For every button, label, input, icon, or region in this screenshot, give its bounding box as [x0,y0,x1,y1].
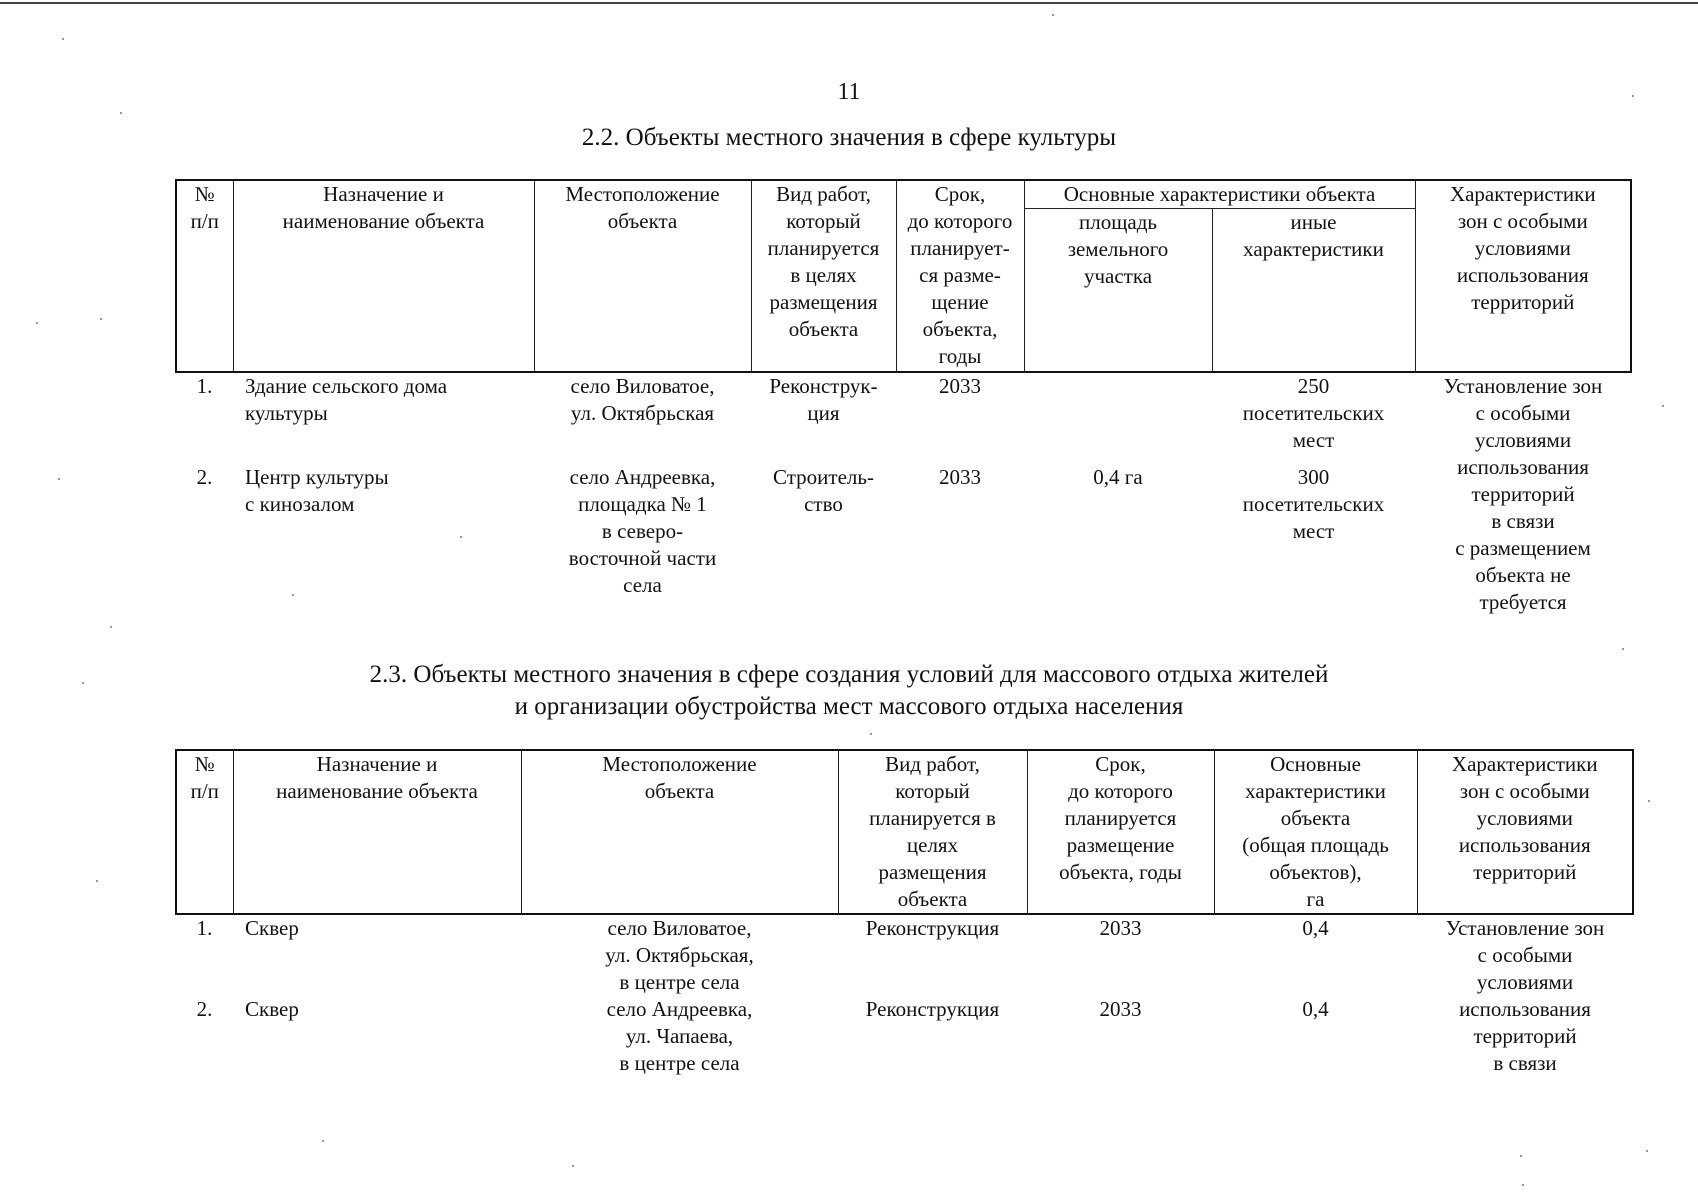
object-location: село Андреевка, площадка № 1 в северо- восточной части села [568,465,717,598]
other-characteristics: 250 посетительских мест [1212,372,1415,464]
total-area: 0,4 [1302,997,1329,1021]
recreation-objects-table [175,749,1634,1077]
header-location: Местоположение объекта [521,750,838,914]
object-location: село Виловатое, ул. Октябрьская [534,372,751,464]
header-name: Назначение и наименование объекта [233,750,521,914]
table-row [176,464,1631,616]
header-land-area: площадь земельного участка [1024,209,1212,373]
header-work-type: Вид работ, который планируется в целях размещения объекта [838,750,1027,914]
header-term: Срок, до которого планирует- ся разме- щение объекта, годы [896,180,1024,372]
section-2-3-title-line-2: и организации обустройства мест массового отдыха населения [514,693,1184,720]
section-2-3-title-line-1: 2.3. Объекты местного значения в сфере создания условий для массового отдыха жителей [369,661,1329,688]
object-location: село Андреевка, ул. Чапаева, в центре села [606,997,753,1075]
section-2-2-title: 2.2. Объекты местного значения в сфере культуры [581,124,1117,151]
culture-table-header [176,180,1631,372]
zones-characteristics: Установление зон с особыми условиями использования территорий в связи с размещением объекта не требуется [1415,372,1631,616]
table-row [176,996,1633,1077]
row-num: 1. [176,914,233,996]
object-name: Центр культуры с кинозалом [245,465,389,517]
header-zones: Характеристики зон с особыми условиями использования территорий [1415,180,1631,372]
object-name: Сквер [233,914,521,996]
other-characteristics: 300 посетительских мест [1242,465,1385,544]
work-type: Реконструкция [865,997,1000,1021]
page-number: 11 [837,79,861,105]
row-num: 2. [196,465,213,490]
term-year: 2033 [896,372,1024,464]
table-row [176,372,1631,464]
top-border-line [0,2,1698,4]
table-row [176,914,1633,996]
work-type: Строитель- ство [773,465,874,517]
zones-characteristics: Установление зон с особыми условиями использования территорий в связи [1417,914,1633,1077]
work-type: Реконструк- ция [751,372,896,464]
header-zones: Характеристики зон с особыми условиями использования территорий [1417,750,1633,914]
recreation-table-header [176,750,1633,914]
land-area: 0,4 га [1093,465,1143,490]
header-num: № п/п [176,180,233,372]
row-num: 2. [196,997,213,1021]
header-main-characteristics: Основные характеристики объекта (общая площадь объектов), га [1214,750,1417,914]
header-main-characteristics: Основные характеристики объекта [1024,180,1415,209]
term-year: 2033 [939,465,981,490]
object-name: Здание сельского дома культуры [233,372,534,464]
header-other-characteristics: иные характеристики [1212,209,1415,373]
header-work-type: Вид работ, который планируется в целях размещения объекта [751,180,896,372]
term-year: 2033 [1099,997,1142,1021]
object-name: Сквер [245,997,299,1021]
culture-objects-table [175,179,1632,616]
land-area [1024,372,1212,464]
header-name: Назначение и наименование объекта [233,180,534,372]
header-num: № п/п [176,750,233,914]
total-area: 0,4 [1214,914,1417,996]
header-term: Срок, до которого планируется размещение объекта, годы [1027,750,1214,914]
term-year: 2033 [1027,914,1214,996]
header-location: Местоположение объекта [534,180,751,372]
work-type: Реконструкция [838,914,1027,996]
object-location: село Виловатое, ул. Октябрьская, в центре села [521,914,838,996]
row-num: 1. [176,372,233,464]
